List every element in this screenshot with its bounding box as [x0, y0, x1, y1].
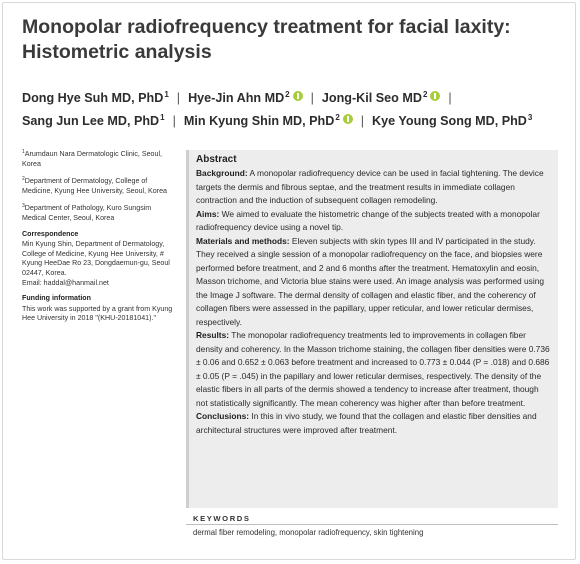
- article-info-column: [22, 148, 177, 330]
- affiliation: $^3$Department of Pathology, Kuro Sungsim Medical Center, Seoul, Korea: [22, 203, 152, 222]
- keywords-heading: KEYWORDS: [193, 514, 251, 523]
- author-separator: |: [310, 91, 314, 105]
- affiliation: $^1$Arumdaun Nara Dermatologic Clinic, Seoul, Korea: [22, 149, 162, 168]
- orcid-icon[interactable]: [343, 114, 353, 124]
- abstract-aims: Aims: We aimed to evaluate the histometric change of the subjects treated with a monopolar radiofrequency device using a novel tip.: [196, 208, 540, 232]
- abstract-heading: Abstract: [196, 154, 237, 165]
- correspondence-text: Min Kyung Shin, Department of Dermatology, College of Medicine, Kyung Hee University, # Kyung HeeDae Ro 23, Dongdaemun-gu, Seoul 02447, Korea.: [22, 240, 170, 277]
- author-affiliation-mark: 2: [285, 90, 290, 99]
- abstract-methods: Materials and methods: Eleven subjects with skin types III and IV participated in the study. They received a single session of a monopolar radiofrequency on the face, and biopsies were performed before treatment, and 2 and 6 months after the treatment. Hematoxylin and eosin, Masson trichome, and Victoria blue stains were used. An image analysis was performed using the Image J software. The dermal density of collagen and elastic fiber, and the coherency of collagen fibers were assessed in the papillary, upper reticular, and lower reticular dermises, respectively.: [196, 235, 545, 327]
- correspondence-email[interactable]: Email: haddal@hanmail.net: [22, 278, 109, 287]
- author-line-1: [22, 85, 572, 108]
- author-affiliation-mark: 3: [527, 113, 533, 122]
- author-list: [22, 85, 572, 131]
- author-affiliation-mark: 1: [160, 113, 165, 122]
- affiliation: $^2$Department of Dermatology, College of Medicine, Kyung Hee University, Seoul, Korea: [22, 176, 167, 195]
- abstract-box: [186, 150, 558, 508]
- funding-heading: Funding information: [22, 294, 91, 303]
- author-name: Min Kyung Shin MD, PhD: [183, 114, 335, 128]
- orcid-icon[interactable]: [293, 91, 303, 101]
- article-title: Monopolar radiofrequency treatment for facial laxity: Histometric analysis: [22, 16, 511, 63]
- correspondence-heading: Correspondence: [22, 229, 79, 238]
- abstract-background: Background: A monopolar radiofrequency device can be used in facial tightening. The device targets the dermis and fibrous septae, and the treatment results in immediate collagen contraction and the induction of subsequent collagen remodeling.: [196, 168, 544, 205]
- author-separator: |: [360, 114, 365, 128]
- orcid-icon[interactable]: [430, 91, 440, 101]
- author-name: Dong Hye Suh MD, PhD: [22, 91, 164, 105]
- author-name: Jong-Kil Seo MD: [321, 91, 422, 105]
- keywords-divider: [186, 524, 558, 525]
- author-affiliation-mark: 1: [164, 90, 169, 99]
- funding-text: This work was supported by a grant from Kyung Hee University in 2018 "(KHU-20181041).": [22, 304, 173, 323]
- correspondence: [22, 230, 177, 289]
- author-affiliation-mark: 2: [335, 113, 340, 122]
- author-separator: |: [176, 91, 181, 105]
- author-name: Hye-Jin Ahn MD: [188, 91, 285, 105]
- keywords-text: dermal fiber remodeling, monopolar radiofrequency, skin tightening: [193, 528, 424, 537]
- author-separator: |: [172, 114, 176, 128]
- abstract-results: Results: The monopolar radiofrequency treatments led to improvements in collagen fiber density and coherency. In the Masson trichome staining, the collagen fiber densities were 0.736 ± 0.06 and 0.652 ± 0.063 before treatment and increased to 0.773 ± 0.044 (P = .018) and 0.686 ± 0.05 (P = .045) in the papillary and lower reticular dermises, respectively. The density of the elastic fibers in all parts of the dermis showed a tendency to increase after treatment, though not statistically significantly. The mean coherency was higher after than before treatment.: [196, 330, 550, 408]
- author-separator: |: [448, 91, 452, 105]
- author-affiliation-mark: 2: [422, 90, 428, 99]
- funding: [22, 294, 177, 324]
- author-line-2: [22, 108, 572, 131]
- author-name: Sang Jun Lee MD, PhD: [22, 114, 160, 128]
- author-name: Kye Young Song MD, PhD: [372, 114, 527, 128]
- abstract-conclusions: Conclusions: In this in vivo study, we found that the collagen and elastic fiber densities and architectural structures were improved after treatment.: [196, 411, 537, 435]
